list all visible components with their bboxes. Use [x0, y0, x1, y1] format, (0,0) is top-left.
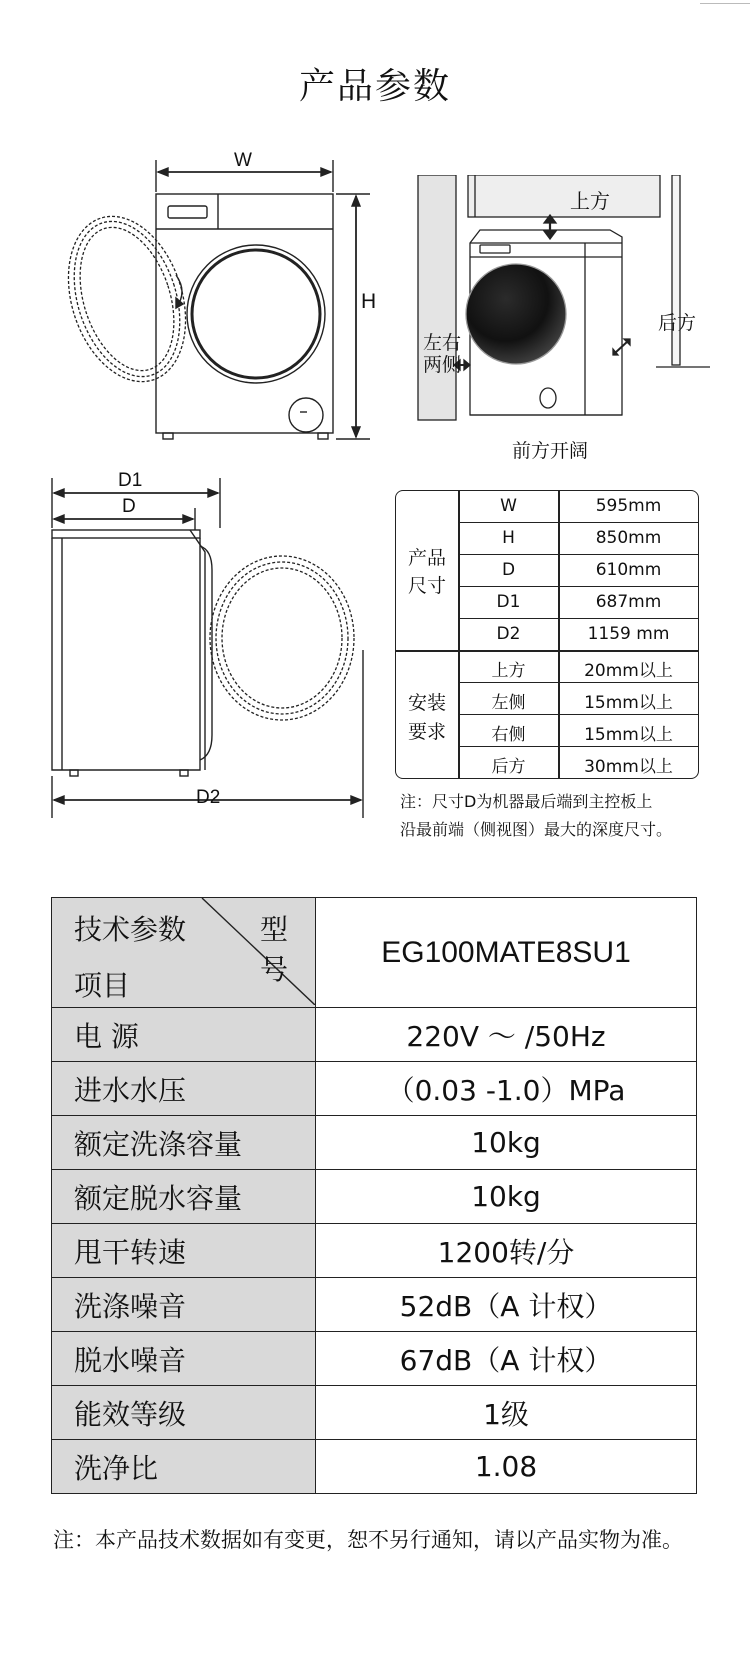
row-value: 67dB（A 计权） — [316, 1332, 697, 1386]
spec-value: 687mm — [595, 592, 662, 612]
table-row — [52, 1170, 697, 1224]
dimension-note-line-1: 注：尺寸D为机器最后端到主控板上 — [400, 792, 653, 811]
row-value: 1级 — [316, 1386, 697, 1440]
corner-decoration — [700, 3, 750, 4]
install-clearance-diagram — [410, 175, 710, 445]
row-value: 52dB（A 计权） — [316, 1278, 697, 1332]
row-value: （0.03 -1.0）MPa — [316, 1062, 697, 1116]
row-value: 10kg — [316, 1170, 697, 1224]
spec-value: 595mm — [595, 496, 662, 516]
footer-note: 注：本产品技术数据如有变更，恕不另行通知，请以产品实物为准。 — [53, 1528, 683, 1552]
page-title: 产品参数 — [298, 66, 451, 107]
spec-value: 30mm以上 — [584, 757, 673, 777]
group-label-install-2: 要求 — [407, 721, 446, 743]
spec-value: 610mm — [595, 560, 662, 580]
spec-key: 上方 — [491, 661, 526, 681]
model-number: EG100MATE8SU1 — [316, 898, 697, 1008]
header-tech-params: 技术参数 — [74, 913, 187, 946]
spec-key: W — [500, 496, 517, 516]
row-label: 进水水压 — [52, 1062, 316, 1116]
row-value: 1200转/分 — [316, 1224, 697, 1278]
table-row — [52, 1440, 697, 1494]
header-model-label: 型号 — [260, 913, 289, 986]
dimension-spec-box — [395, 490, 699, 779]
table-row — [52, 1278, 697, 1332]
row-label: 额定脱水容量 — [52, 1170, 316, 1224]
tech-spec-table — [51, 897, 697, 1494]
spec-value: 20mm以上 — [584, 661, 673, 681]
table-row — [52, 1224, 697, 1278]
spec-value: 1159 mm — [587, 624, 670, 644]
spec-key: D — [501, 560, 516, 580]
spec-value: 850mm — [595, 528, 662, 548]
row-label: 脱水噪音 — [52, 1332, 316, 1386]
row-label: 洗净比 — [52, 1440, 316, 1494]
spec-key: D1 — [496, 592, 521, 612]
label-top-clearance: 上方 — [570, 189, 610, 213]
label-d2: D2 — [196, 787, 221, 808]
label-w: W — [234, 150, 252, 171]
front-view-diagram — [0, 150, 380, 450]
row-label: 额定洗涤容量 — [52, 1116, 316, 1170]
label-d1: D1 — [118, 470, 143, 491]
spec-key: 左侧 — [491, 693, 526, 713]
dimension-note — [400, 788, 720, 844]
dimension-note-line-2: 沿最前端（侧视图）最大的深度尺寸。 — [400, 820, 673, 839]
table-row — [52, 1008, 697, 1062]
spec-key: H — [502, 528, 515, 548]
table-row — [52, 1386, 697, 1440]
row-value: 220V ～ /50Hz — [316, 1008, 697, 1062]
table-header-cell — [52, 898, 316, 1008]
group-label-product-size-1: 产品 — [407, 547, 446, 569]
header-item: 项目 — [74, 969, 131, 1002]
spec-key: 后方 — [491, 757, 526, 777]
spec-key: 右侧 — [491, 725, 526, 745]
row-value: 10kg — [316, 1116, 697, 1170]
row-label: 洗涤噪音 — [52, 1278, 316, 1332]
group-label-product-size-2: 尺寸 — [407, 575, 446, 597]
row-label: 电 源 — [52, 1008, 316, 1062]
label-front-open: 前方开阔 — [512, 440, 589, 462]
table-row — [52, 1116, 697, 1170]
label-h: H — [361, 290, 377, 313]
table-row — [52, 1332, 697, 1386]
row-label: 甩干转速 — [52, 1224, 316, 1278]
spec-value: 15mm以上 — [584, 693, 673, 713]
group-label-install-1: 安装 — [407, 692, 446, 714]
row-value: 1.08 — [316, 1440, 697, 1494]
spec-key: D2 — [496, 624, 521, 644]
label-rear-clearance: 后方 — [658, 312, 697, 334]
label-left-right-1: 左右 — [423, 332, 462, 354]
side-view-diagram — [0, 470, 380, 830]
label-left-right-2: 两侧 — [423, 354, 462, 376]
row-label: 能效等级 — [52, 1386, 316, 1440]
label-d: D — [122, 496, 136, 517]
spec-value: 15mm以上 — [584, 725, 673, 745]
table-row — [52, 1062, 697, 1116]
